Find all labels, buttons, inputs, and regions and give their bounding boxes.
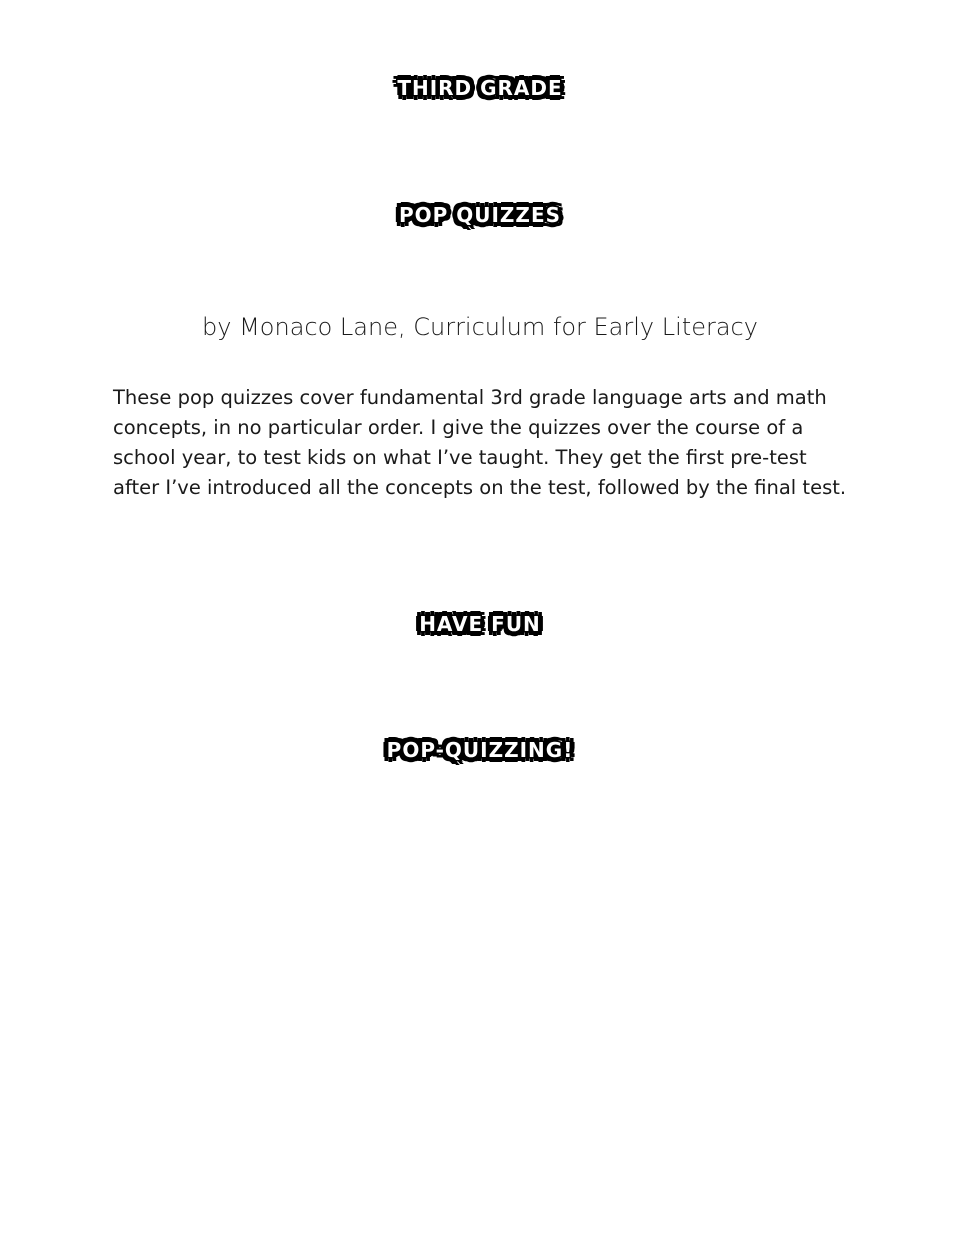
title-line-1: THIRD GRADE — [397, 76, 563, 100]
closing-line-1: HAVE FUN — [419, 612, 541, 636]
title-line-2: POP QUIZZES — [398, 203, 562, 227]
byline: by Monaco Lane, Curriculum for Early Literacy — [202, 313, 758, 341]
closing-line-2: POP-QUIZZING! — [386, 738, 574, 762]
intro-paragraph: These pop quizzes cover fundamental 3rd grade language arts and math concepts, in no particular order. I give the quizzes over the course of a school year, to test kids on what I’ve taught. They get the first pre-test after I’ve introduced all the concepts on the test, followed by the final test. — [113, 386, 847, 499]
